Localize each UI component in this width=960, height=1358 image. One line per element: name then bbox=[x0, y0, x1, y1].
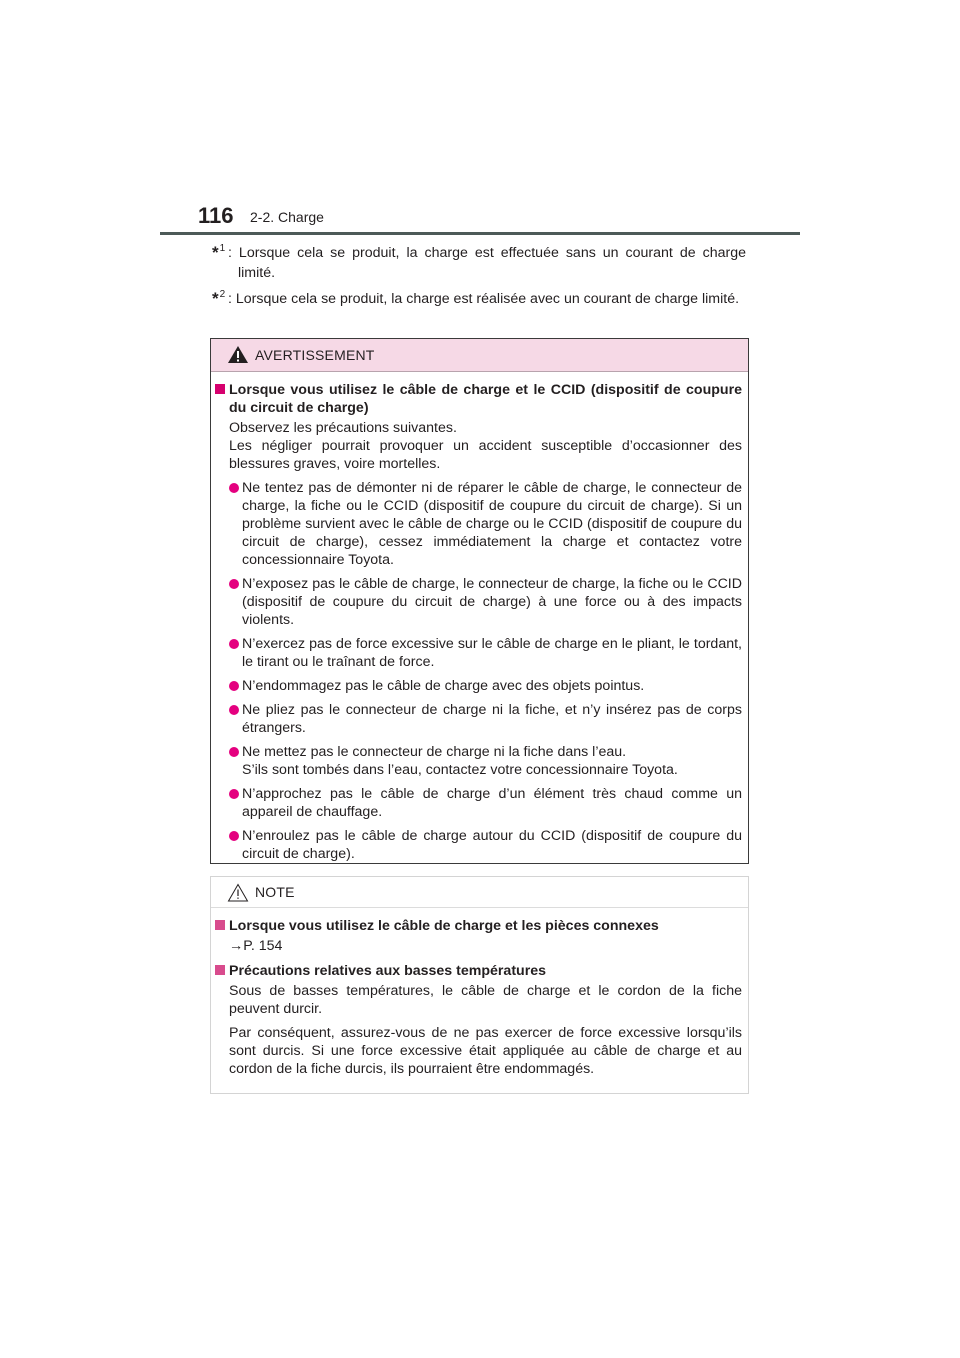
list-item: N’enroulez pas le câble de charge autour du CCID (dispositif de coupure du circuit de charge). bbox=[215, 827, 742, 863]
warning-box bbox=[210, 338, 749, 864]
footnote-text: : Lorsque cela se produit, la charge est effectuée sans un courant de charge limité. bbox=[228, 245, 746, 281]
warning-triangle-icon bbox=[227, 345, 249, 364]
page-number: 116 bbox=[198, 203, 234, 228]
note-title: NOTE bbox=[255, 884, 295, 900]
note-heading: Lorsque vous utilisez le câble de charge et les pièces connexes bbox=[215, 917, 742, 935]
warning-intro: Observez les précautions suivantes. bbox=[229, 420, 457, 436]
caution-triangle-icon bbox=[227, 883, 249, 902]
bullet-icon bbox=[229, 747, 239, 757]
warning-body bbox=[211, 372, 748, 863]
bullet-icon bbox=[229, 705, 239, 715]
bullet-icon bbox=[229, 579, 239, 589]
note-header bbox=[211, 877, 748, 908]
bullet-icon bbox=[229, 639, 239, 649]
square-bullet-icon bbox=[215, 965, 225, 975]
footnote-mark: *$^1$ bbox=[212, 243, 226, 262]
footnote-2 bbox=[212, 289, 746, 309]
square-bullet-icon bbox=[215, 384, 225, 394]
list-item: Ne tentez pas de démonter ni de réparer le câble de charge, le connecteur de charge, la fiche ou le CCID (dispositif de coupure du circuit de charge). Si un problème survient avec le câble de charge ou le CCID (dispositif de coupure du circuit de charge), cessez immédiatement la charge et contactez votre concessionnaire Toyota. bbox=[215, 479, 742, 569]
list-item: N’approchez pas le câble de charge d’un élément très chaud comme un appareil de chauffage. bbox=[215, 785, 742, 821]
list-item: N’endommagez pas le câble de charge avec des objets pointus. bbox=[215, 677, 742, 695]
list-item: Ne pliez pas le connecteur de charge ni la fiche, et n’y insérez pas de corps étrangers. bbox=[215, 701, 742, 737]
warning-header bbox=[211, 339, 748, 372]
list-item: N’exercez pas de force excessive sur le câble de charge en le pliant, le tordant, le tirant ou le traînant de force. bbox=[215, 635, 742, 671]
bullet-icon bbox=[229, 681, 239, 691]
section-title: 2-2. Charge bbox=[250, 209, 324, 225]
note-paragraph: Sous de basses températures, le câble de charge et le cordon de la fiche peuvent durcir. bbox=[229, 983, 742, 1017]
list-item: N’exposez pas le câble de charge, le connecteur de charge, la fiche ou le CCID (dispositif de coupure du circuit de charge) à une force ou à des impacts violents. bbox=[215, 575, 742, 629]
note-body bbox=[211, 908, 748, 1078]
note-box bbox=[210, 876, 749, 1094]
warning-intro: Les négliger pourrait provoquer un accident susceptible d’occasionner des blessures graves, voire mortelles. bbox=[229, 438, 742, 472]
bullet-icon bbox=[229, 789, 239, 799]
header-rule bbox=[160, 232, 800, 235]
square-bullet-icon bbox=[215, 920, 225, 930]
footnote-1 bbox=[212, 243, 746, 283]
page-reference: →P. 154 bbox=[229, 938, 283, 954]
footnote-mark: *$^2$ bbox=[212, 289, 226, 308]
list-item: Ne mettez pas le connecteur de charge ni la fiche dans l’eau. S’ils sont tombés dans l’eau, contactez votre concessionnaire Toyota. bbox=[215, 743, 742, 779]
warning-heading: Lorsque vous utilisez le câble de charge et le CCID (dispositif de coupure du circuit de charge) bbox=[215, 381, 742, 417]
note-heading: Précautions relatives aux basses températures bbox=[215, 962, 742, 980]
note-paragraph: Par conséquent, assurez-vous de ne pas exercer de force excessive lorsqu’ils sont durcis. Si une force excessive était appliquée au câble de charge et au cordon de la fiche durcis, ils pourraient être endommagés. bbox=[229, 1025, 742, 1077]
warning-title: AVERTISSEMENT bbox=[255, 347, 375, 363]
bullet-icon bbox=[229, 831, 239, 841]
footnote-text: : Lorsque cela se produit, la charge est réalisée avec un courant de charge limité. bbox=[228, 291, 740, 307]
bullet-icon bbox=[229, 483, 239, 493]
